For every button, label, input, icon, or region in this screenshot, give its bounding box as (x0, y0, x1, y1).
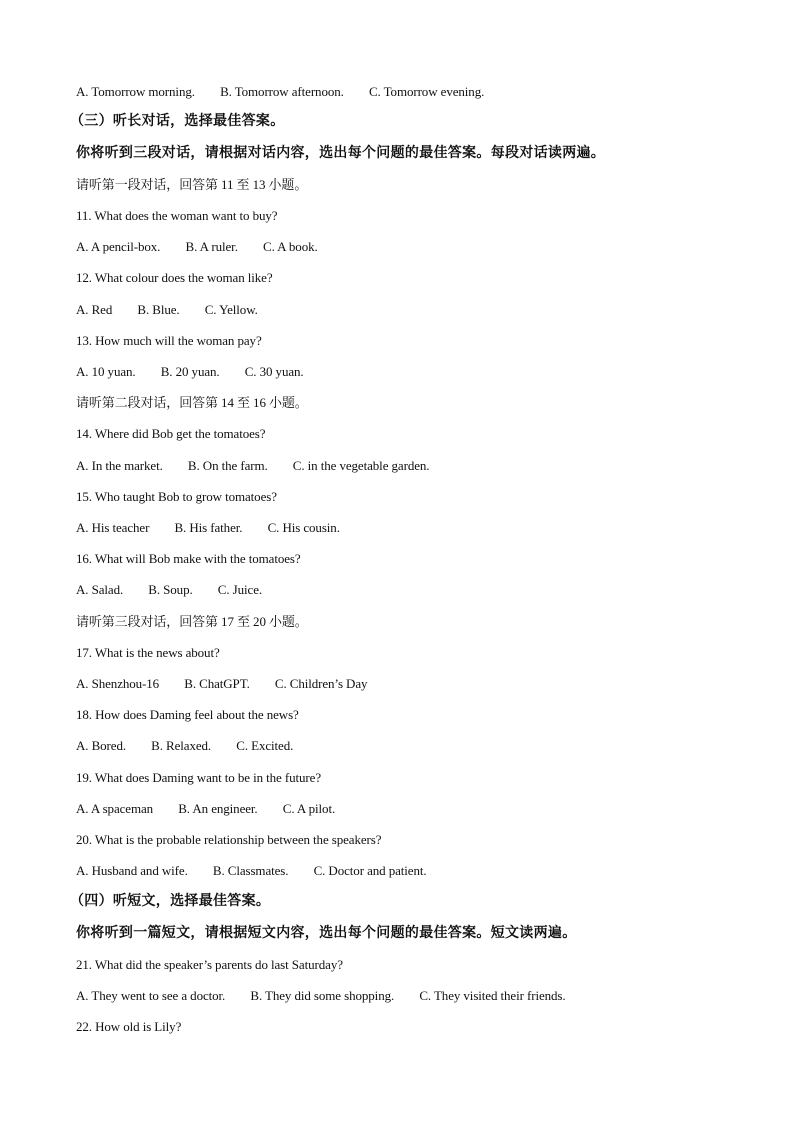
option-a: A. 10 yuan. (76, 364, 136, 379)
section-instruction-3: 你将听到三段对话，请根据对话内容，选出每个问题的最佳答案。每段对话读两遍。 (76, 146, 606, 161)
options-line-q12 (76, 302, 258, 318)
option-a: A. A spaceman (76, 801, 154, 816)
question-18: 18. How does Daming feel about the news? (76, 707, 299, 722)
question-12: 12. What colour does the woman like? (76, 270, 273, 285)
options-line-q18 (76, 738, 293, 754)
options-line-q14 (76, 458, 429, 474)
dialogue-intro-1: 请听第一段对话，回答第 11 至 13 小题。 (76, 177, 308, 192)
dialogue-intro-2: 请听第二段对话，回答第 14 至 16 小题。 (76, 395, 308, 410)
option-b: B. On the farm. (187, 458, 268, 473)
question-22: 22. How old is Lily? (76, 1019, 182, 1034)
option-c: C. They visited their friends. (419, 988, 566, 1003)
question-16: 16. What will Bob make with the tomatoes? (76, 551, 301, 566)
option-b: B. Classmates. (212, 863, 289, 878)
option-c: C. Juice. (217, 582, 263, 597)
option-b: B. Relaxed. (151, 738, 212, 753)
question-13: 13. How much will the woman pay? (76, 333, 262, 348)
options-line-q10 (76, 84, 484, 100)
options-line-q16 (76, 582, 262, 598)
option-a: A. Tomorrow morning. (76, 84, 195, 99)
option-a: A. In the market. (76, 458, 163, 473)
question-21: 21. What did the speaker’s parents do last Saturday? (76, 957, 343, 972)
option-c: C. A book. (263, 239, 318, 254)
question-17: 17. What is the news about? (76, 645, 220, 660)
option-a: A. Husband and wife. (76, 863, 188, 878)
question-19: 19. What does Daming want to be in the future? (76, 770, 321, 785)
question-14: 14. Where did Bob get the tomatoes? (76, 426, 266, 441)
options-line-q17 (76, 676, 367, 692)
option-c: C. Doctor and patient. (313, 863, 427, 878)
section-heading-4: （四）听短文，选择最佳答案。 (70, 894, 271, 909)
options-line-q13 (76, 364, 304, 380)
option-c: C. Excited. (236, 738, 294, 753)
options-line-q19 (76, 801, 335, 817)
option-b: B. His father. (174, 520, 243, 535)
dialogue-intro-3: 请听第三段对话，回答第 17 至 20 小题。 (76, 614, 308, 629)
section-instruction-4: 你将听到一篇短文，请根据短文内容，选出每个问题的最佳答案。短文读两遍。 (76, 926, 577, 941)
option-a: A. His teacher (76, 520, 150, 535)
option-c: C. A pilot. (282, 801, 336, 816)
question-20: 20. What is the probable relationship between the speakers? (76, 832, 382, 847)
options-line-q21 (76, 988, 566, 1004)
option-b: B. Blue. (137, 302, 180, 317)
options-line-q11 (76, 239, 318, 255)
option-b: B. An engineer. (178, 801, 258, 816)
option-b: B. A ruler. (185, 239, 238, 254)
option-a: A. Red (76, 302, 113, 317)
option-a: A. They went to see a doctor. (76, 988, 226, 1003)
option-c: C. Tomorrow evening. (368, 84, 485, 99)
option-c: C. Yellow. (204, 302, 258, 317)
option-b: B. ChatGPT. (184, 676, 250, 691)
question-15: 15. Who taught Bob to grow tomatoes? (76, 489, 277, 504)
option-a: A. A pencil-box. (76, 239, 161, 254)
options-line-q15 (76, 520, 340, 536)
option-a: A. Salad. (76, 582, 124, 597)
option-a: A. Bored. (76, 738, 127, 753)
option-a: A. Shenzhou-16 (76, 676, 160, 691)
question-11: 11. What does the woman want to buy? (76, 208, 278, 223)
option-c: C. His cousin. (267, 520, 340, 535)
option-b: B. Soup. (148, 582, 193, 597)
section-heading-3: （三）听长对话，选择最佳答案。 (70, 114, 285, 129)
option-c: C. in the vegetable garden. (292, 458, 430, 473)
option-b: B. They did some shopping. (250, 988, 395, 1003)
option-c: C. Children’s Day (274, 676, 368, 691)
options-line-q20 (76, 863, 427, 879)
option-c: C. 30 yuan. (244, 364, 304, 379)
option-b: B. 20 yuan. (160, 364, 220, 379)
option-b: B. Tomorrow afternoon. (220, 84, 344, 99)
